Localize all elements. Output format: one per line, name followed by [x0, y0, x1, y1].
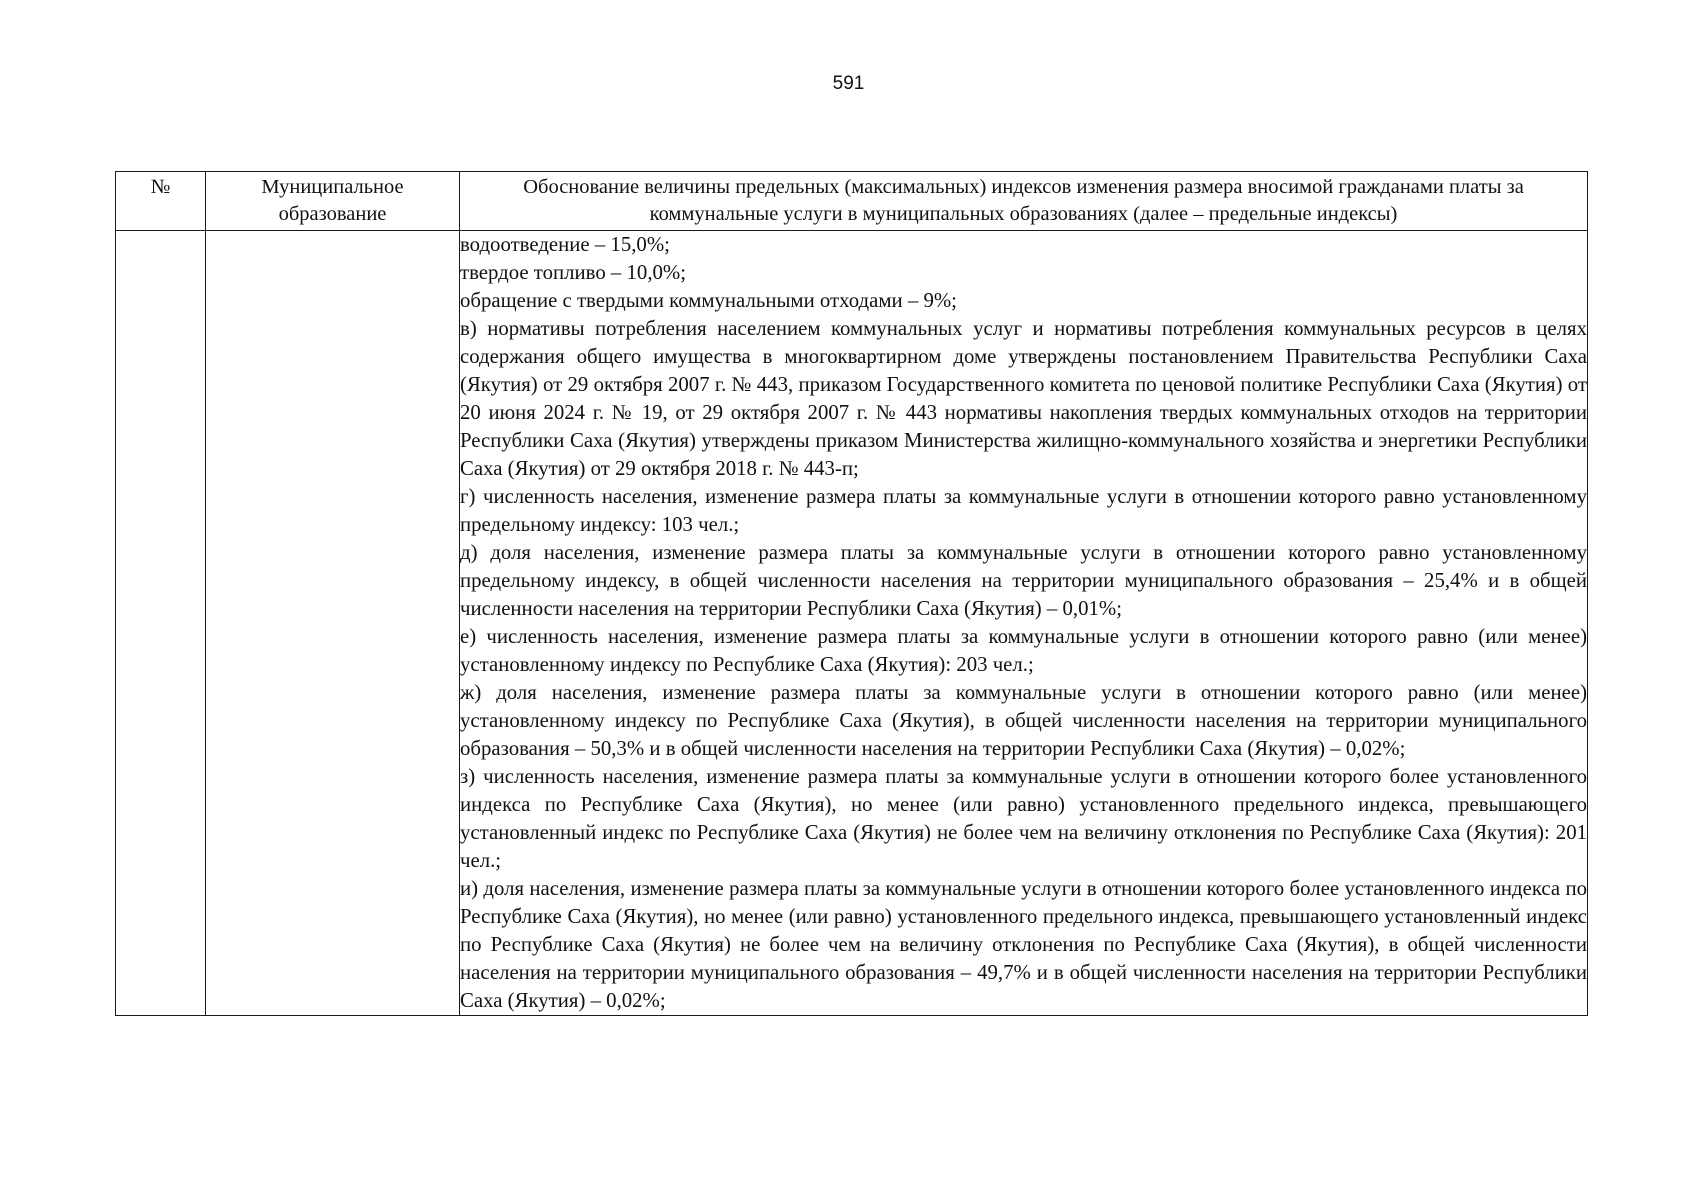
table-header-row — [116, 172, 1588, 231]
cell-municipality — [206, 231, 460, 1016]
paragraph-solid-waste: обращение с твердыми коммунальными отходами – 9%; — [460, 289, 957, 312]
paragraph-item-e: е) численность населения, изменение размера платы за коммунальные услуги в отношении которого равно (или менее) установленному индексу по Республике Саха (Якутия): 203 чел.; — [460, 625, 1587, 676]
paragraph-item-g: г) численность населения, изменение размера платы за коммунальные услуги в отношении которого равно установленному предельному индексу: 103 чел.; — [460, 485, 1587, 536]
paragraph-item-zh: ж) доля населения, изменение размера платы за коммунальные услуги в отношении которого равно (или менее) установленному индексу по Республике Саха (Якутия), в общей численности населения на территории муниципального образования – 50,3% и в общей численности населения на территории Республики Саха (Якутия) – 0,02%; — [460, 681, 1587, 760]
page-number: 591 — [832, 73, 865, 94]
tariff-justification-table — [115, 171, 1588, 1016]
column-header-number: № — [116, 172, 206, 231]
paragraph-solid-fuel: твердое топливо – 10,0%; — [460, 261, 687, 284]
column-header-municipality: Муниципальное образование — [206, 172, 460, 231]
paragraph-wastewater: водоотведение – 15,0%; — [460, 233, 670, 256]
cell-number — [116, 231, 206, 1016]
paragraph-item-i: и) доля населения, изменение размера платы за коммунальные услуги в отношении которого более установленного индекса по Республике Саха (Якутия), но менее (или равно) установленного предельного индекса, превышающего установленный индекс по Республике Саха (Якутия) не более чем на величину отклонения по Республике Саха (Якутия), в общей численности населения на территории муниципального образования – 49,7% и в общей численности населения на территории Республики Саха (Якутия) – 0,02%; — [460, 877, 1587, 1012]
table-row — [116, 231, 1588, 1016]
paragraph-item-z: з) численность населения, изменение размера платы за коммунальные услуги в отношении которого более установленного индекса по Республике Саха (Якутия), но менее (или равно) установленного предельного индекса, превышающего установленный индекс по Республике Саха (Якутия) не более чем на величину отклонения по Республике Саха (Якутия): 201 чел.; — [460, 765, 1587, 872]
cell-justification — [460, 231, 1588, 1016]
column-header-justification: Обоснование величины предельных (максимальных) индексов изменения размера вносимой гражданами платы за коммунальные услуги в муниципальных образованиях (далее – предельные индексы) — [460, 172, 1588, 231]
paragraph-item-v: в) нормативы потребления населением коммунальных услуг и нормативы потребления коммунальных ресурсов в целях содержания общего имущества в многоквартирном доме утверждены постановлением Правительства Республики Саха (Якутия) от 29 октября 2007 г. № 443, приказом Государственного комитета по ценовой политике Республики Саха (Якутия) от 20 июня 2024 г. № 19, от 29 октября 2007 г. № 443 нормативы накопления твердых коммунальных отходов на территории Республики Саха (Якутия) утверждены приказом Министерства жилищно-коммунального хозяйства и энергетики Республики Саха (Якутия) от 29 октября 2018 г. № 443-п; — [460, 317, 1587, 480]
paragraph-item-d: д) доля населения, изменение размера платы за коммунальные услуги в отношении которого равно установленному предельному индексу, в общей численности населения на территории муниципального образования – 25,4% и в общей численности населения на территории Республики Саха (Якутия) – 0,01%; — [460, 541, 1587, 620]
